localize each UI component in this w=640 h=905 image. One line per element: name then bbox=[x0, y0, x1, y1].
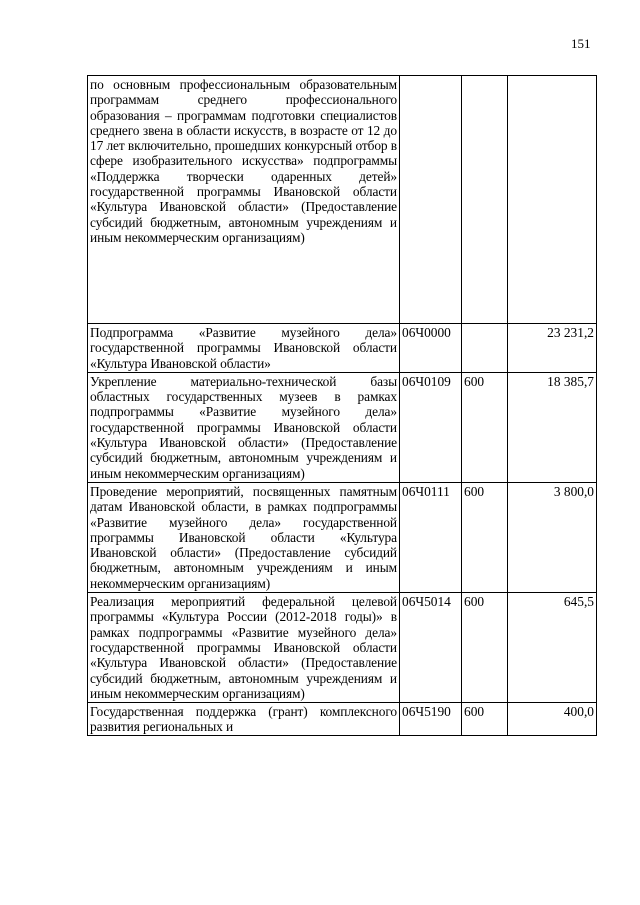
row-amount-cell: 18 385,7 bbox=[508, 372, 597, 482]
table-row bbox=[88, 324, 597, 373]
row-amount-cell: 400,0 bbox=[508, 703, 597, 736]
row-expense-type-cell bbox=[462, 76, 508, 324]
row-code-cell: 06Ч0109 bbox=[400, 372, 462, 482]
row-code-cell: 06Ч5190 bbox=[400, 703, 462, 736]
table-row bbox=[88, 482, 597, 592]
row-amount-cell: 3 800,0 bbox=[508, 482, 597, 592]
row-expense-type-cell: 600 bbox=[462, 372, 508, 482]
row-expense-type-cell: 600 bbox=[462, 703, 508, 736]
row-expense-type-cell: 600 bbox=[462, 482, 508, 592]
table-row bbox=[88, 76, 597, 324]
row-code-cell: 06Ч0000 bbox=[400, 324, 462, 373]
row-name-cell: Укрепление материально-технической базы областных государственных музеев в рамках подпрограммы «Развитие музейного дела» государственной программы Ивановской области «Культура Ивановской области» (Предоставление субсидий бюджетным, автономным учреждениям и иным некоммерческим организациям) bbox=[88, 372, 400, 482]
row-name-cell: Проведение мероприятий, посвященных памятным датам Ивановской области, в рамках подпрограммы «Развитие музейного дела» государственной программы Ивановской области «Культура Ивановской области» (Предоставление субсидий бюджетным, автономным учреждениям и иным некоммерческим организациям) bbox=[88, 482, 400, 592]
row-name-cell: Реализация мероприятий федеральной целевой программы «Культура России (2012-2018 годы)» в рамках подпрограммы «Развитие музейного дела» государственной программы Ивановской области «Культура Ивановской области» (Предоставление субсидий бюджетным, автономным учреждениям и иным некоммерческим организациям) bbox=[88, 593, 400, 703]
table-row bbox=[88, 372, 597, 482]
row-amount-cell bbox=[508, 76, 597, 324]
row-name-cell: Подпрограмма «Развитие музейного дела» государственной программы Ивановской области «Культура Ивановской области» bbox=[88, 324, 400, 373]
budget-table bbox=[87, 75, 597, 736]
row-expense-type-cell: 600 bbox=[462, 593, 508, 703]
row-code-cell bbox=[400, 76, 462, 324]
page-number: 151 bbox=[571, 36, 591, 51]
row-code-cell: 06Ч5014 bbox=[400, 593, 462, 703]
row-name-cell: по основным профессиональным образовательным программам среднего профессионального образования – программам подготовки специалистов среднего звена в области искусств, в возрасте от 12 до 17 лет включительно, прошедших конкурсный отбор в сфере изобразительного искусства» подпрограммы «Поддержка творчески одаренных детей» государственной программы Ивановской области «Культура Ивановской области» (Предоставление субсидий бюджетным, автономным учреждениям и иным некоммерческим организациям) bbox=[88, 76, 400, 324]
row-code-cell: 06Ч0111 bbox=[400, 482, 462, 592]
table-row bbox=[88, 593, 597, 703]
row-name-cell: Государственная поддержка (грант) комплексного развития региональных и bbox=[88, 703, 400, 736]
row-expense-type-cell bbox=[462, 324, 508, 373]
table-row bbox=[88, 703, 597, 736]
row-amount-cell: 23 231,2 bbox=[508, 324, 597, 373]
row-amount-cell: 645,5 bbox=[508, 593, 597, 703]
